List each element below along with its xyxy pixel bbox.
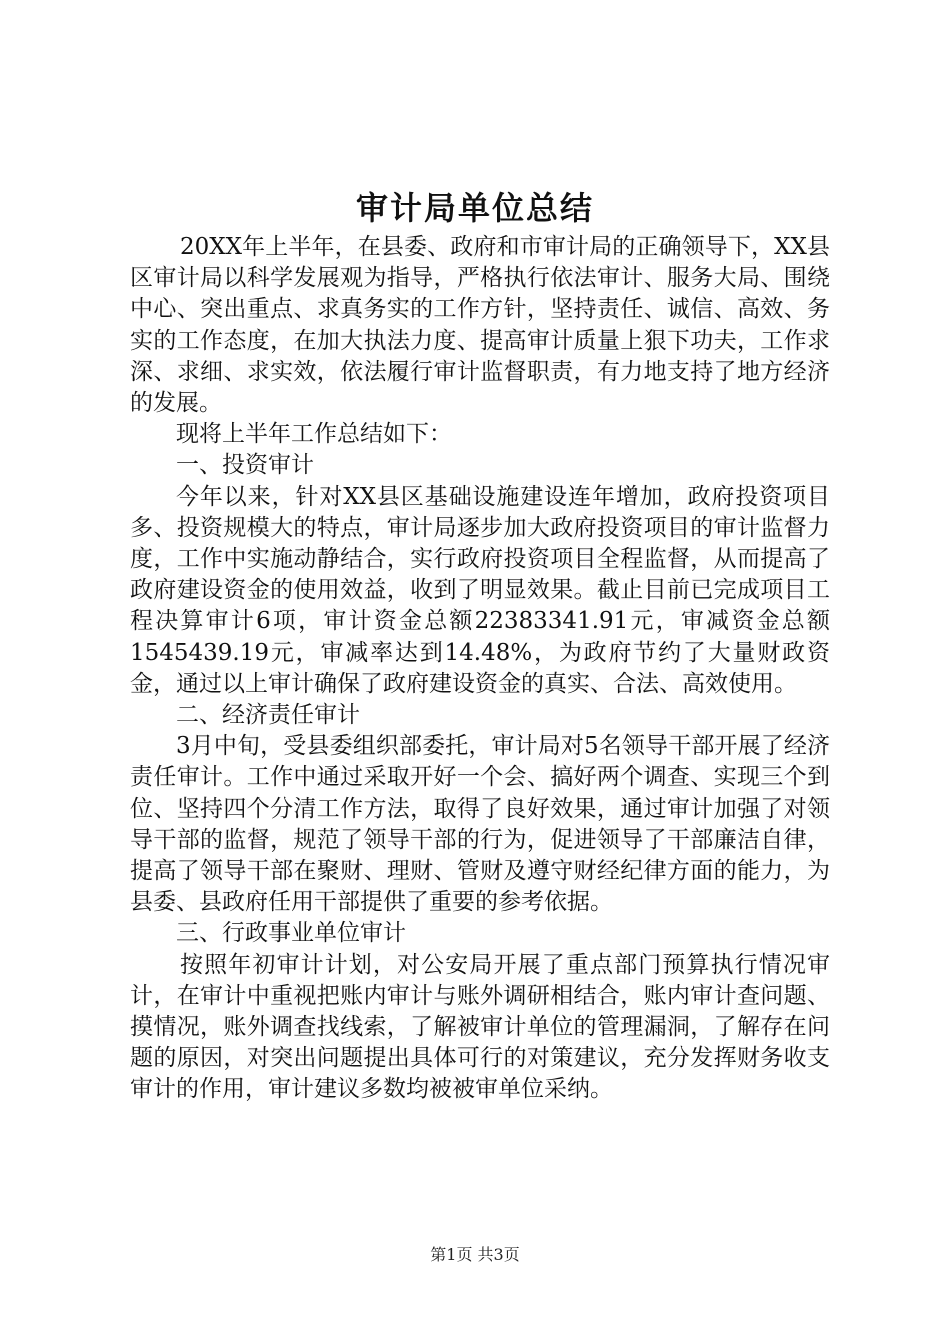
heading-investment-audit: 一、投资审计 xyxy=(176,452,314,479)
heading-economic-responsibility-audit: 二、经济责任审计 xyxy=(176,702,360,729)
page-number: 第1页 共3页 xyxy=(430,1245,520,1264)
paragraph-investment-audit: 今年以来，针对XX县区基础设施建设连年增加，政府投资项目多、投资规模大的特点，审计局逐步加大政府投资项目的审计监督力度，工作中实施动静结合，实行政府投资项目全程监督，从而提高了政府建设资金的使用效益，收到了明显效果。截止目前已完成项目工程决算审计6项，审计资金总额22383341.91元，审减资金总额1545439.19元，审减率达到14.48%，为政府节约了大量财政资金，通过以上审计确保了政府建设资金的真实、合法、高效使用。 xyxy=(130,483,830,697)
heading-administrative-unit-audit: 三、行政事业单位审计 xyxy=(176,920,406,947)
paragraph-economic-responsibility-audit: 3月中旬，受县委组织部委托，审计局对5名领导干部开展了经济责任审计。工作中通过采取开好一个会、搞好两个调查、实现三个到位、坚持四个分清工作方法，取得了良好效果，通过审计加强了对领导干部的监督，规范了领导干部的行为，促进领导了干部廉洁自律，提高了领导干部在聚财、理财、管财及遵守财经纪律方面的能力，为县委、县政府任用干部提供了重要的参考依据。 xyxy=(130,733,830,916)
document-title: 审计局单位总结 xyxy=(355,189,594,227)
paragraph-administrative-unit-audit: 按照年初审计计划，对公安局开展了重点部门预算执行情况审计，在审计中重视把账内审计与账外调研相结合，账内审计查问题、摸情况，账外调查找线索，了解被审计单位的管理漏洞，了解存在问题的原因，对突出问题提出具体可行的对策建议，充分发挥财务收支审计的作用，审计建议多数均被被审单位采纳。 xyxy=(130,951,830,1103)
document-body xyxy=(130,232,830,1106)
paragraph-intro: 20XX年上半年，在县委、政府和市审计局的正确领导下，XX县区审计局以科学发展观为指导，严格执行依法审计、服务大局、围绕中心、突出重点、求真务实的工作方针，坚持责任、诚信、高效、务实的工作态度，在加大执法力度、提高审计质量上狠下功夫，工作求深、求细、求实效，依法履行审计监督职责，有力地支持了地方经济的发展。 xyxy=(130,234,830,417)
paragraph-summary-lead: 现将上半年工作总结如下： xyxy=(176,421,452,448)
